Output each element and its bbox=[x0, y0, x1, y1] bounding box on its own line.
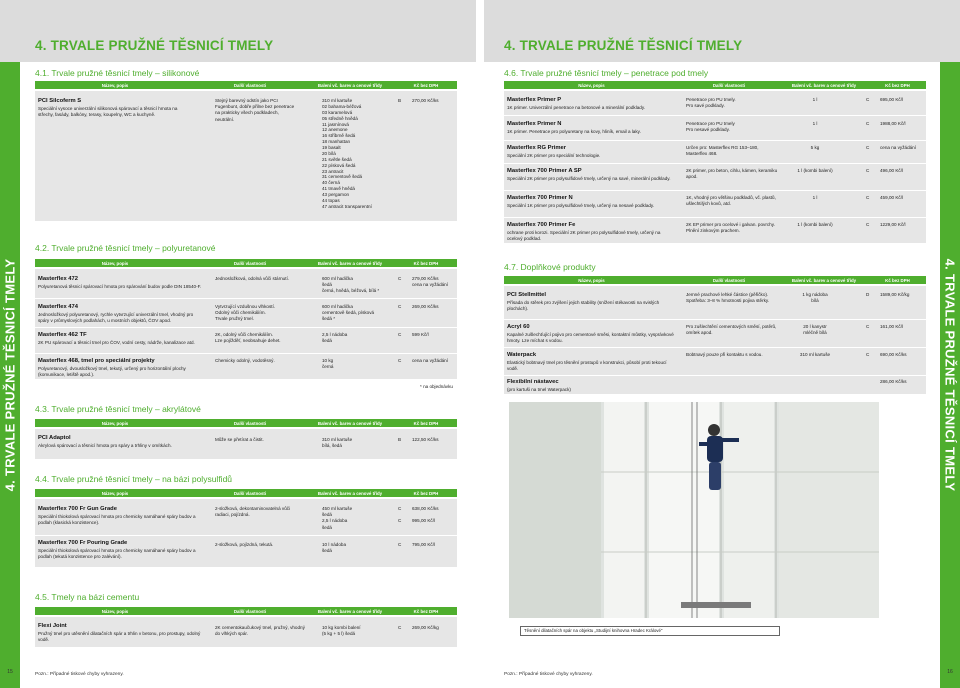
row-divider bbox=[35, 535, 457, 536]
product-name: Masterflex 700 Primer A SP bbox=[507, 168, 582, 174]
product-price: 795,00 Kč/l bbox=[412, 542, 435, 547]
col-props: Další vlastnosti bbox=[233, 490, 267, 496]
product-class: C bbox=[866, 195, 870, 200]
product-desc: ochrane proti korozi. Speciální 2K primer pro polysulfidové tmely, určený na ocelový podklad. bbox=[507, 229, 661, 241]
col-props: Další vlastnosti bbox=[233, 260, 267, 266]
product-class: C bbox=[866, 352, 870, 357]
product-price: 496,00 Kč/l bbox=[880, 168, 903, 173]
table-header bbox=[35, 607, 457, 615]
table-header bbox=[504, 81, 926, 89]
product-price: 286,00 Kč/ks bbox=[880, 379, 907, 384]
product-name: PCI Stellmittel bbox=[507, 292, 546, 298]
product-props: 2K primer, pro beton, cihlu, kámen, keramiku apod. bbox=[686, 168, 778, 180]
table-header bbox=[504, 276, 926, 284]
product-class: D bbox=[866, 292, 870, 297]
product-props: Vytvrzující vzdušnou vlhkostí. Odolný vůči chemikáliím. Trvale pružný tmel. bbox=[215, 304, 276, 322]
col-props: Další vlastnosti bbox=[233, 82, 267, 88]
col-price: Kč bez DPH bbox=[413, 490, 439, 496]
col-name: Název, popis bbox=[578, 82, 605, 88]
col-pack: Balení vč. barev a cenové třídy bbox=[317, 260, 383, 266]
section-heading-4-6: 4.6. Trvale pružné těsnicí tmely – penetrace pod tmely bbox=[504, 68, 709, 78]
product-desc: Přísada do stěrek pro zvýšení jejich stability (snížení stékavosti na svislých plochách). bbox=[507, 299, 660, 311]
table-row: Flexi Joint Pružný tmel pro utěsnění dilatačních spár a trhlin v betonu, pro prostupy, odolný vodě. bbox=[38, 623, 201, 642]
row-divider bbox=[35, 327, 457, 328]
product-class: C bbox=[398, 625, 402, 630]
product-price: cena na vyžádání bbox=[880, 145, 917, 150]
product-price: 279,00 Kč/ks cena na vyžádání bbox=[412, 276, 449, 288]
table-row: Masterflex 700 Fr Pouring Grade Speciální thiokolová spárovací hmota pro chemicky namáhané spáry budov a podlah (tekutá konzistence pro zalévání). bbox=[38, 540, 196, 559]
product-price: 270,00 Kč/ks bbox=[412, 98, 439, 103]
section-heading-4-5: 4.5. Tmely na bázi cementu bbox=[35, 592, 140, 602]
product-price: 638,00 Kč/ks 995,00 Kč/l bbox=[412, 506, 439, 524]
product-name: Masterflex 700 Primer N bbox=[507, 195, 573, 201]
building-facade-photo bbox=[509, 402, 879, 618]
row-divider bbox=[504, 163, 926, 164]
product-name: Masterflex Primer N bbox=[507, 121, 562, 127]
product-price: 122,50 Kč/ks bbox=[412, 437, 439, 442]
product-props: Jemné prachové lehké částice (pěřičko). Spotřeba: 3–8 % hmotnosti pojiva stěrky. bbox=[686, 292, 770, 304]
table-body-4-6 bbox=[504, 91, 926, 243]
product-price: 161,00 Kč/l bbox=[880, 324, 903, 329]
page-number-left: 15 bbox=[4, 666, 16, 678]
product-props: 2K EP primer pro ocelové i galvan. povrchy. Plnění zinkovým prachem. bbox=[686, 222, 775, 234]
product-props: Bobtnavý pouze při kontaktu s vodou. bbox=[686, 352, 763, 357]
product-desc: 1K primer. Penetrace pro polyuretany na kovy, hliník, email a laky. bbox=[507, 128, 641, 134]
product-price: 690,00 Kč/ks bbox=[880, 352, 907, 357]
product-name: Waterpack bbox=[507, 352, 537, 358]
section-heading-4-1: 4.1. Trvale pružné těsnicí tmely – silikonové bbox=[35, 68, 200, 78]
vertical-chapter-bar-left bbox=[0, 62, 20, 688]
col-pack: Balení vč. barev a cenové třídy bbox=[791, 277, 857, 283]
table-row: Masterflex 462 TF 2K PU spárovací a těsnicí tmel pro ČOV, vodní cesty, nádrže, kanalizace atd. bbox=[38, 332, 195, 345]
product-class: B bbox=[398, 437, 402, 442]
col-props: Další vlastnosti bbox=[233, 608, 267, 614]
vertical-chapter-bar-right bbox=[940, 62, 960, 688]
table-header bbox=[35, 81, 457, 89]
product-name: Masterflex 700 Primer Fe bbox=[507, 222, 576, 228]
product-price: 599 Kč/l bbox=[412, 332, 429, 337]
col-pack: Balení vč. barev a cenové třídy bbox=[317, 490, 383, 496]
product-pack: 600 ml hadička šedá černá, hnědá, béžová, bílá * bbox=[322, 276, 380, 294]
product-props: 2K, odolný vůči chemikáliím. Lze pojížděť, neobsahuje dehet. bbox=[215, 332, 281, 344]
product-props: Chemicky odolný, vodotěsný. bbox=[215, 358, 275, 363]
product-name: Acryl 60 bbox=[507, 324, 530, 330]
product-desc: Kapalné zušlechťující pojivo pro cementové směsi, kontaktní můstky, vysprávkové hmoty. Lze míchat s vodou. bbox=[507, 331, 674, 343]
product-price: cena na vyžádání bbox=[412, 358, 449, 363]
footer-note-right: Pozn.: Případné tiskové chyby vyhrazeny. bbox=[504, 672, 593, 677]
product-props: Penetrace pro PU tmely. Pro savé podklady. bbox=[686, 97, 736, 109]
table-row bbox=[507, 168, 677, 182]
product-desc: Speciální 1K primer pro polysulfidové tmely, určený na nesavé podklady. bbox=[507, 202, 655, 208]
row-divider bbox=[504, 217, 926, 218]
row-divider bbox=[504, 190, 926, 191]
row-divider bbox=[504, 375, 926, 376]
product-class: C bbox=[398, 304, 402, 309]
product-pack: 310 ml kartuše bbox=[799, 352, 831, 357]
col-price: Kč bez DPH bbox=[885, 82, 910, 88]
product-pack: 450 ml kartuše šedá 2,5 l nádoba šedá bbox=[322, 506, 353, 530]
product-desc: Speciální 2K primer pro speciální technologie. bbox=[507, 152, 601, 158]
product-desc: 1K primer. Univerzální penetrace na betonové a minerální podklady. bbox=[507, 104, 646, 110]
product-class: C bbox=[866, 121, 870, 126]
product-price: 459,00 Kč/l bbox=[880, 195, 903, 200]
product-pack: 10 l nádoba šedá bbox=[322, 542, 347, 554]
facade-illustration bbox=[509, 402, 879, 618]
col-name: Název, popis bbox=[101, 82, 129, 88]
row-divider bbox=[504, 115, 926, 116]
col-name: Název, popis bbox=[578, 277, 605, 283]
section-heading-4-7: 4.7. Doplňkové produkty bbox=[504, 262, 596, 272]
product-class: C bbox=[398, 332, 402, 337]
product-class: C bbox=[866, 145, 870, 150]
table-row bbox=[507, 145, 677, 159]
product-class: C bbox=[398, 276, 402, 281]
product-price: 1589,00 Kč/kg bbox=[880, 292, 910, 297]
table-header bbox=[35, 419, 457, 427]
row-divider bbox=[504, 319, 926, 320]
col-props: Další vlastnosti bbox=[233, 420, 267, 426]
product-class: C bbox=[866, 324, 870, 329]
col-name: Název, popis bbox=[101, 260, 129, 266]
product-pack: 310 ml kartuše bílá, šedá bbox=[322, 437, 353, 449]
product-price: 1988,00 Kč/l bbox=[880, 121, 906, 126]
photo-caption: Těsnění dilatačních spár na objektu „Studijní knihovna Hradec Králové" bbox=[520, 626, 780, 636]
product-name: Flexibilní nástavec bbox=[507, 379, 559, 385]
product-pack: 20 l kanystr mléčně bílá bbox=[803, 324, 827, 336]
table-row bbox=[507, 97, 677, 111]
footnote: * na objednávku bbox=[420, 384, 453, 389]
col-pack: Balení vč. barev a cenové třídy bbox=[317, 420, 383, 426]
col-name: Název, popis bbox=[101, 490, 129, 496]
spread-gutter bbox=[476, 0, 484, 688]
product-pack: 2,5 l nádoba šedá bbox=[322, 332, 348, 344]
product-price: 695,00 Kč/l bbox=[880, 97, 903, 102]
product-pack: 10 kg kombi balení (5 kg + 5 l) šedá bbox=[322, 625, 361, 637]
col-price: Kč bez DPH bbox=[413, 608, 439, 614]
page-title-left: 4. TRVALE PRUŽNÉ TĚSNICÍ TMELY bbox=[35, 38, 274, 53]
col-props: Další vlastnosti bbox=[712, 82, 746, 88]
col-pack: Balení vč. barev a cenové třídy bbox=[317, 82, 383, 88]
table-row: Masterflex 474 Jednosložkový polyuretanový, rychle vytvrzující univerzální tmel, vhodný pro spáry v průmyslových podlahách, u mostních objektů, ČOV apod. bbox=[38, 304, 194, 323]
table-row: Masterflex 700 Fr Gun Grade Speciální thiokolová spárovací hmota pro chemicky namáhané spáry budov a podlah (klasická konzistence). bbox=[38, 506, 196, 525]
product-desc: (pro kartuši na tmel Waterpack) bbox=[507, 386, 571, 392]
product-class: C C bbox=[398, 506, 402, 524]
section-heading-4-3: 4.3. Trvale pružné těsnicí tmely – akrylátové bbox=[35, 404, 201, 414]
table-row bbox=[507, 379, 677, 393]
table-row bbox=[507, 222, 677, 242]
col-pack: Balení vč. barev a cenové třídy bbox=[317, 608, 383, 614]
col-name: Název, popis bbox=[101, 608, 129, 614]
product-name: PCI Silcoferm S Speciální vysoce univerzální silikonová spárovací a těsnicí hmota na střechy, fasády, balkóny, terasy, koupelny, WC a kuchyně. bbox=[38, 98, 178, 117]
table-row: PCI Adaptol Akrylová spárovací a těsnicí hmota pro spáry a trhliny v omítkách. bbox=[38, 435, 172, 448]
product-pack: 10 kg černá bbox=[322, 358, 334, 370]
product-props: Určen pro: Masterflex RG 153–180, Masterflex 468. bbox=[686, 145, 759, 157]
row-divider bbox=[504, 347, 926, 348]
product-desc: Speciální vysoce univerzální silikonová spárovací a těsnicí hmota na střechy, fasády, balkóny, terasy, koupelny, WC a kuchyně. bbox=[38, 105, 178, 117]
col-price: Kč bez DPH bbox=[413, 420, 439, 426]
product-class: B bbox=[398, 98, 402, 103]
col-name: Název, popis bbox=[101, 420, 129, 426]
table-row: Masterflex 468, tmel pro speciální projekty Polyuretanový, dvousložkový tmel, tekutý, určený pro horizontální plochy (komunikace, letiště apod.). bbox=[38, 358, 186, 377]
table-header bbox=[35, 259, 457, 267]
product-props: 2K cementokaučukový tmel, pružný, vhodný do vlhkých spár. bbox=[215, 625, 305, 637]
table-row: Masterflex 472 Polyuretanová těsnicí spárovací hmota pro spárování budov podle DIN 18540-F. bbox=[38, 276, 202, 289]
product-pack: 310 ml kartuše 02 bahama-béžová 03 karamelová 05 středně hnědá 11 jasmínová 12 anemone 16 stříbrně šedá 18 manhattan 19 basalt 20 bílá 21 světle šedá 22 písková šedá 23 antracit 31 cementově šedá 40 černá 41 tmavě hnědá 43 pergamon 44 topas 47 antracit transparentní bbox=[322, 98, 372, 209]
product-class: C bbox=[398, 358, 402, 363]
product-price: 1229,00 Kč/l bbox=[880, 222, 906, 227]
col-pack: Balení vč. barev a cenové třídy bbox=[791, 82, 857, 88]
product-pack: 5 kg bbox=[810, 145, 820, 150]
product-name: Masterflex RG Primer bbox=[507, 145, 566, 151]
table-row bbox=[507, 121, 677, 135]
product-props: Jednosložková, odolná vůči stárnutí. bbox=[215, 276, 290, 281]
row-divider bbox=[35, 298, 457, 299]
col-price: Kč bez DPH bbox=[413, 260, 439, 266]
product-desc: Speciální 2K primer pro polysulfidové tmely, určený na savé, minerální podklady. bbox=[507, 175, 671, 181]
vertical-chapter-label: 4. TRVALE PRUŽNÉ TĚSNICÍ TMELY bbox=[942, 258, 958, 492]
row-divider bbox=[504, 140, 926, 141]
section-heading-4-2: 4.2. Trvale pružné těsnicí tmely – polyuretanové bbox=[35, 243, 216, 253]
product-props: 2-složková, pojízdná, tekutá. bbox=[215, 542, 274, 547]
product-class: C bbox=[866, 168, 870, 173]
product-pack: 1 l (kombi balení) bbox=[797, 222, 833, 227]
page-title-right: 4. TRVALE PRUŽNÉ TĚSNICÍ TMELY bbox=[504, 38, 743, 53]
product-props: Může se přetírat a čistit. bbox=[215, 437, 264, 442]
product-class: C bbox=[398, 542, 402, 547]
product-props: 2-složková, dekontaminovatelná vůči radiaci, pojízdná. bbox=[215, 506, 291, 518]
section-heading-4-4: 4.4. Trvale pružné těsnicí tmely – na bázi polysulfidů bbox=[35, 474, 233, 484]
product-name: Masterflex Primer P bbox=[507, 97, 562, 103]
table-row bbox=[507, 352, 677, 372]
product-props: 1K, vhodný pro většinu podkladů, vč. plastů, ušlechtilých kovů, atd. bbox=[686, 195, 776, 207]
product-price: 269,00 Kč/ks bbox=[412, 304, 439, 309]
product-pack: 1 l bbox=[812, 121, 818, 126]
product-pack: 600 ml hadička cementově šedá, písková šedá * bbox=[322, 304, 375, 322]
table-row bbox=[507, 324, 677, 344]
product-class: C bbox=[866, 97, 870, 102]
product-props: Penetrace pro PU tmely Pro nesavé podklady. bbox=[686, 121, 735, 133]
footer-note-left: Pozn.: Případné tiskové chyby vyhrazeny. bbox=[35, 672, 124, 677]
product-class: C bbox=[866, 222, 870, 227]
page-number-right: 16 bbox=[944, 666, 956, 678]
table-row bbox=[507, 292, 677, 312]
col-price: Kč bez DPH bbox=[885, 277, 910, 283]
col-props: Další vlastnosti bbox=[712, 277, 746, 283]
table-header bbox=[35, 489, 457, 497]
product-pack: 1 l bbox=[812, 97, 818, 102]
product-pack: 1 l (kombi balení) bbox=[797, 168, 833, 173]
row-divider bbox=[35, 353, 457, 354]
product-props: Stejný barevný odstín jako PCI Fugenbunt, dobře přilne bez penetrace na prakticky všech podkladech, neutrální. bbox=[215, 98, 295, 122]
product-props: Pro zušlechtění cementových směsí, potěrů, omítek apod. bbox=[686, 324, 777, 336]
product-pack: 1 kg nádoba bílá bbox=[802, 292, 828, 304]
table-row bbox=[507, 195, 677, 209]
product-desc: Elastický bobtnavý tmel pro těsnění prostupů v konstrukci, působí proti tekoucí vodě. bbox=[507, 359, 667, 371]
product-pack: 1 l bbox=[812, 195, 818, 200]
product-price: 269,00 Kč/kg bbox=[412, 625, 439, 630]
vertical-chapter-label: 4. TRVALE PRUŽNÉ TĚSNICÍ TMELY bbox=[2, 258, 18, 492]
col-price: Kč bez DPH bbox=[413, 82, 439, 88]
